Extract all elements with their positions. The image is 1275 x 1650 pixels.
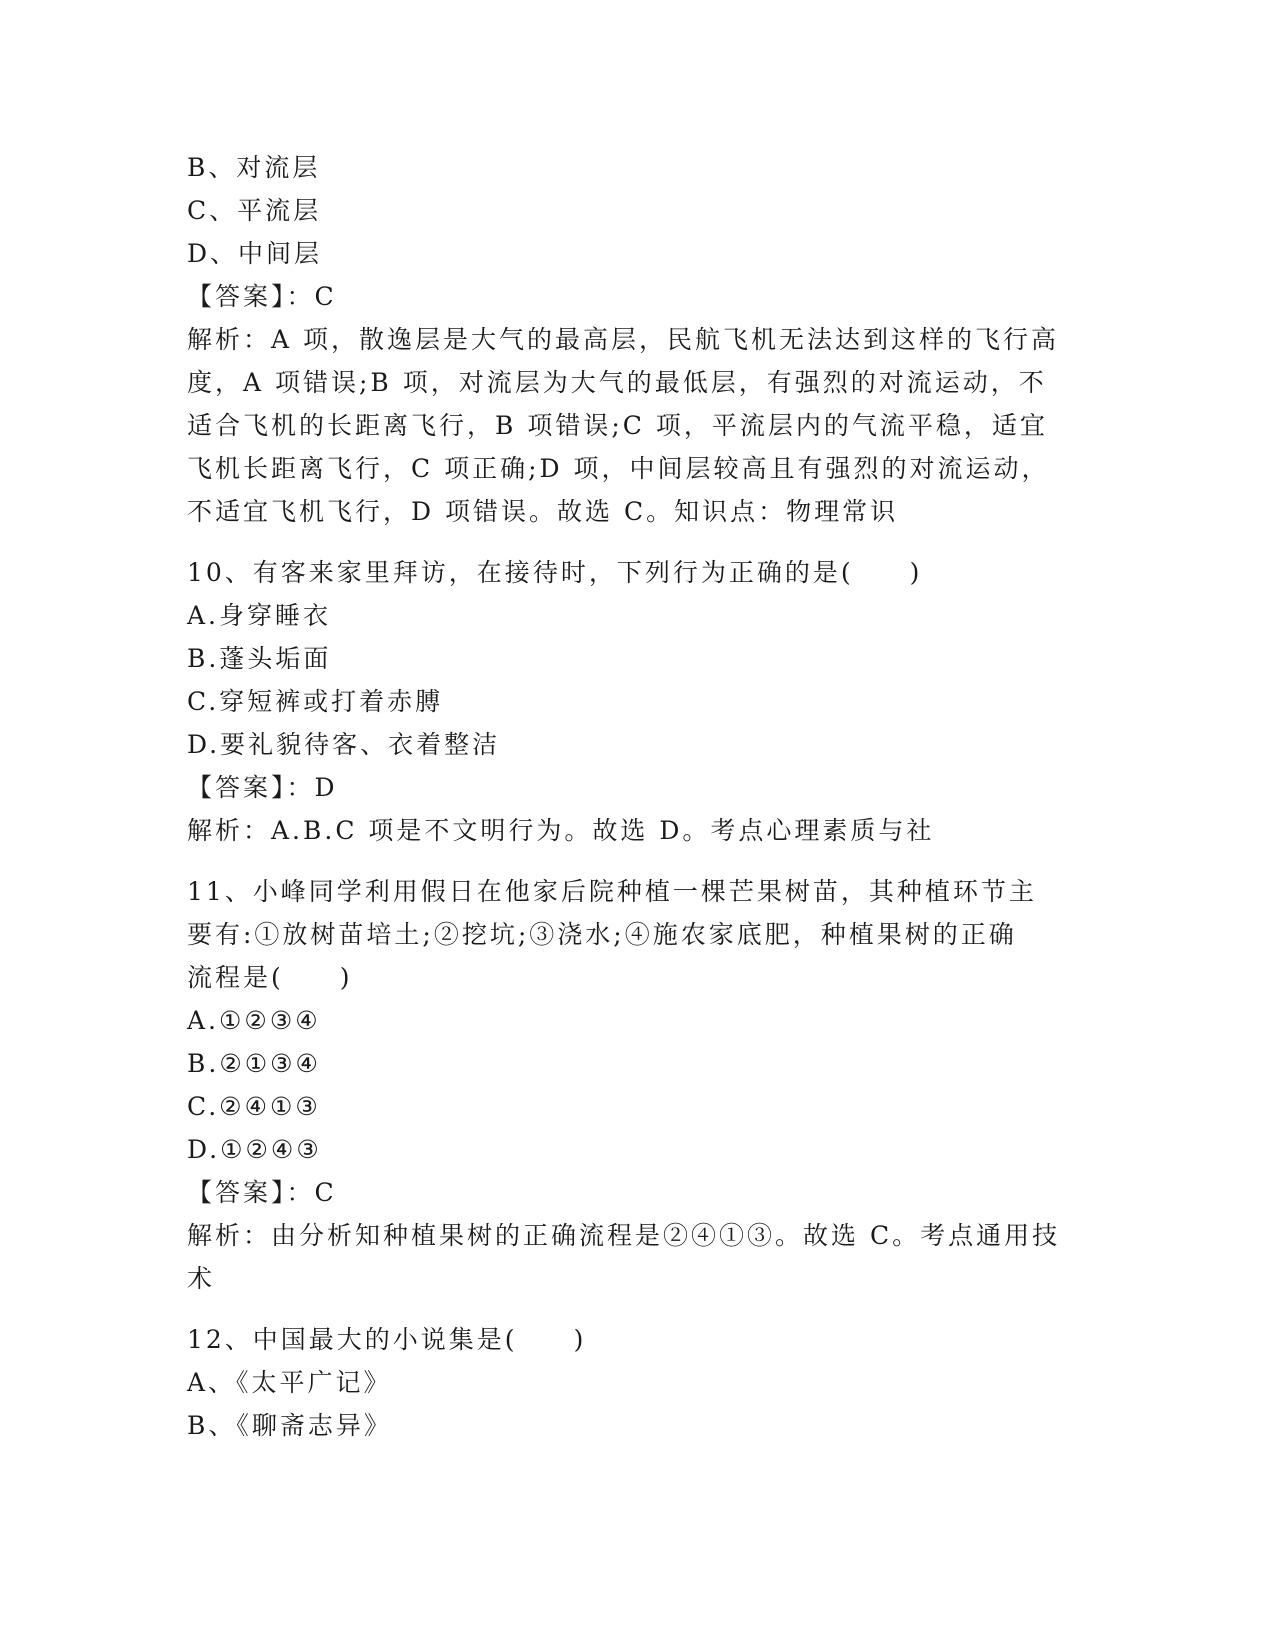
spacer bbox=[187, 1300, 1087, 1318]
document-page bbox=[187, 146, 1087, 1447]
q12-option-b: B、《聊斋志异》 bbox=[187, 1411, 392, 1440]
q9-analysis-line: 度，A 项错误;B 项，对流层为大气的最低层，有强烈的对流运动，不 bbox=[187, 368, 1047, 397]
q11-option-c: C.②④①③ bbox=[187, 1092, 321, 1121]
q11-option-a: A.①②③④ bbox=[187, 1006, 321, 1035]
q9-answer: 【答案】：C bbox=[187, 282, 337, 311]
q9-option-d: D、中间层 bbox=[187, 239, 323, 268]
q11-analysis-line: 术 bbox=[187, 1264, 216, 1293]
spacer bbox=[187, 533, 1087, 551]
question-10 bbox=[187, 551, 1087, 852]
q10-option-d: D.要礼貌待客、衣着整洁 bbox=[187, 730, 501, 759]
q11-option-d: D.①②④③ bbox=[187, 1135, 322, 1164]
q12-question: 12、中国最大的小说集是( ) bbox=[187, 1325, 587, 1354]
question-11 bbox=[187, 870, 1087, 1300]
q11-question-line: 流程是( ) bbox=[187, 963, 353, 992]
q11-answer: 【答案】：C bbox=[187, 1178, 337, 1207]
q9-analysis-line: 飞机长距离飞行，C 项正确;D 项，中间层较高且有强烈的对流运动， bbox=[187, 454, 1050, 483]
q11-analysis-line: 解析：由分析知种植果树的正确流程是②④①③。故选 C。考点通用技 bbox=[187, 1221, 1061, 1250]
q10-option-c: C.穿短裤或打着赤膊 bbox=[187, 687, 444, 716]
q10-option-b: B.蓬头垢面 bbox=[187, 644, 332, 673]
q11-option-b: B.②①③④ bbox=[187, 1049, 321, 1078]
q10-analysis: 解析：A.B.C 项是不文明行为。故选 D。考点心理素质与社 bbox=[187, 816, 935, 845]
q9-option-b: B、对流层 bbox=[187, 153, 321, 182]
question-12 bbox=[187, 1318, 1087, 1447]
q11-question-line: 11、小峰同学利用假日在他家后院种植一棵芒果树苗，其种植环节主 bbox=[187, 877, 1037, 906]
q10-answer: 【答案】：D bbox=[187, 773, 338, 802]
spacer bbox=[187, 852, 1087, 870]
question-9 bbox=[187, 146, 1087, 533]
q9-analysis-line: 解析：A 项，散逸层是大气的最高层，民航飞机无法达到这样的飞行高 bbox=[187, 325, 1060, 354]
q12-option-a: A、《太平广记》 bbox=[187, 1368, 392, 1397]
q9-option-c: C、平流层 bbox=[187, 196, 322, 225]
q9-analysis-line: 适合飞机的长距离飞行，B 项错误;C 项，平流层内的气流平稳，适宜 bbox=[187, 411, 1048, 440]
q9-analysis-line: 不适宜飞机飞行，D 项错误。故选 C。知识点：物理常识 bbox=[187, 497, 899, 526]
q11-question-line: 要有:①放树苗培土;②挖坑;③浇水;④施农家底肥，种植果树的正确 bbox=[187, 920, 1017, 949]
q10-option-a: A.身穿睡衣 bbox=[187, 601, 332, 630]
q10-question: 10、有客来家里拜访，在接待时，下列行为正确的是( ) bbox=[187, 558, 923, 587]
